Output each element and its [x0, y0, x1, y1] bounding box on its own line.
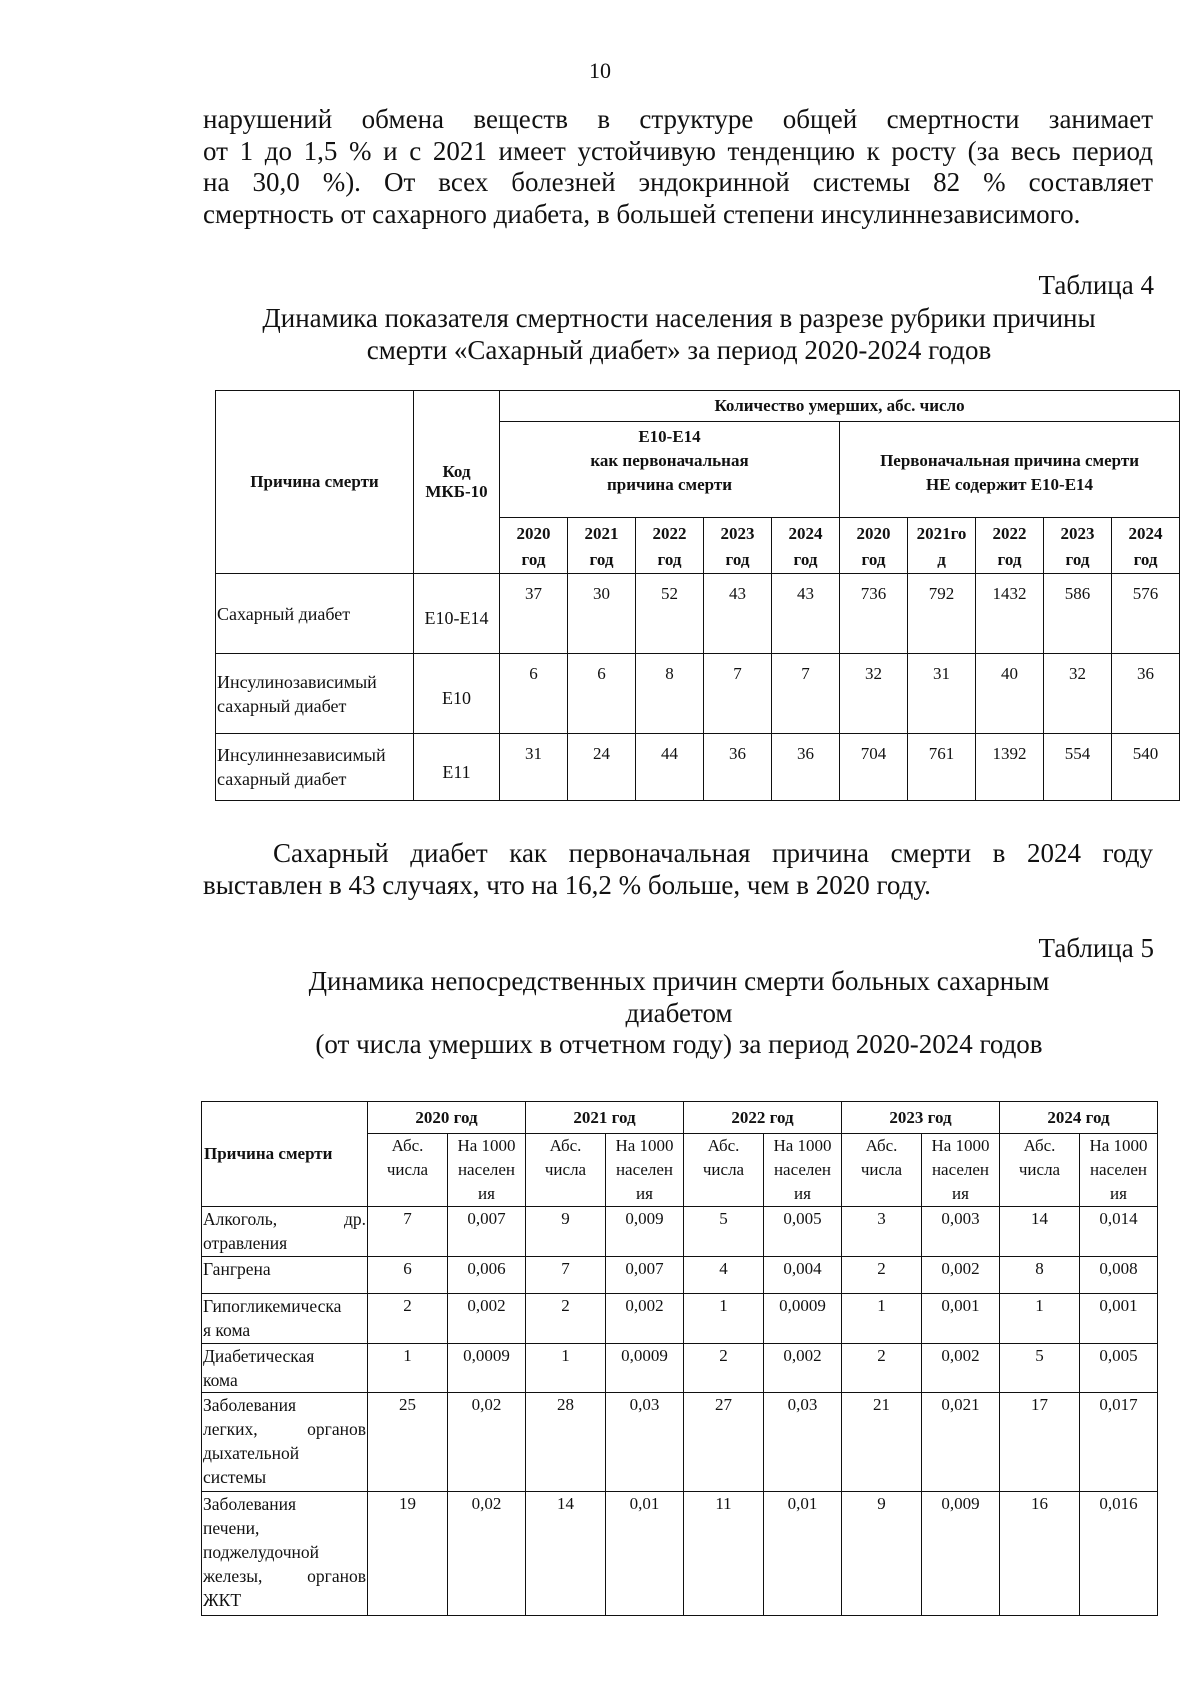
- header-year: 2023 год: [1044, 518, 1112, 574]
- cell-value: 540: [1112, 734, 1180, 801]
- cell-value: 2: [842, 1257, 922, 1294]
- header-cause: Причина смерти: [202, 1102, 368, 1207]
- intro-paragraph: [203, 104, 1153, 230]
- header-abs: Абс. числа: [368, 1134, 448, 1207]
- cell-value: 14: [1000, 1207, 1080, 1257]
- header-per1000: На 1000 населен ия: [922, 1134, 1000, 1207]
- middle-paragraph: [203, 838, 1153, 901]
- header-year: 2023 год: [704, 518, 772, 574]
- table-row: [202, 1257, 1158, 1294]
- cell-value: 11: [684, 1492, 764, 1616]
- cell-value: 0,002: [922, 1257, 1000, 1294]
- row-cause: Сахарный диабет: [216, 574, 414, 654]
- cell-value: 7: [526, 1257, 606, 1294]
- paragraph-line: выставлен в 43 случаях, что на 16,2 % больше, чем в 2020 году.: [203, 869, 931, 900]
- header-year: 2022 год: [636, 518, 704, 574]
- header-group-not-primary: Первоначальная причина смерти НЕ содержит Е10-Е14: [840, 422, 1180, 518]
- cell-value: 6: [368, 1257, 448, 1294]
- cell-value: 0,007: [606, 1257, 684, 1294]
- cell-value: 0,01: [764, 1492, 842, 1616]
- header-abs: Абс. числа: [1000, 1134, 1080, 1207]
- row-cause: Диабетическая кома: [202, 1344, 368, 1393]
- cell-value: 1392: [976, 734, 1044, 801]
- row-code: Е10: [414, 654, 500, 734]
- cell-value: 9: [842, 1492, 922, 1616]
- paragraph-line: Сахарный диабет как первоначальная причина смерти в 2024 году: [273, 838, 1153, 868]
- cell-value: 0,0009: [448, 1344, 526, 1393]
- cell-value: 0,002: [922, 1344, 1000, 1393]
- title-line: (от числа умерших в отчетном году) за период 2020-2024 годов: [315, 1029, 1043, 1059]
- cell-value: 761: [908, 734, 976, 801]
- page-number: 10: [589, 58, 611, 83]
- table5-caption: Таблица 5: [1038, 933, 1154, 963]
- cell-value: 0,002: [606, 1294, 684, 1344]
- row-cause: Инсулинозависимый сахарный диабет: [216, 654, 414, 734]
- cell-value: 24: [568, 734, 636, 801]
- cell-value: 0,007: [448, 1207, 526, 1257]
- cell-value: 792: [908, 574, 976, 654]
- cell-value: 1: [526, 1344, 606, 1393]
- cell-value: 43: [772, 574, 840, 654]
- header-abs: Абс. числа: [526, 1134, 606, 1207]
- header-cause: Причина смерти: [216, 391, 414, 574]
- header-abs: Абс. числа: [842, 1134, 922, 1207]
- cell-value: 0,021: [922, 1393, 1000, 1492]
- cell-value: 32: [840, 654, 908, 734]
- paragraph-line: смертность от сахарного диабета, в большей степени инсулиннезависимого.: [203, 198, 1081, 229]
- cell-value: 19: [368, 1492, 448, 1616]
- table-row: [202, 1207, 1158, 1257]
- row-code: Е11: [414, 734, 500, 801]
- cell-value: 1: [842, 1294, 922, 1344]
- cell-value: 5: [1000, 1344, 1080, 1393]
- cell-value: 0,02: [448, 1393, 526, 1492]
- table4: [215, 390, 1180, 801]
- cell-value: 32: [1044, 654, 1112, 734]
- cell-value: 0,002: [764, 1344, 842, 1393]
- table4-caption: Таблица 4: [1038, 270, 1154, 300]
- cell-value: 6: [568, 654, 636, 734]
- row-cause: Алкоголь, др. отравления: [202, 1207, 368, 1257]
- row-cause: Гипогликемическа я кома: [202, 1294, 368, 1344]
- cell-value: 2: [684, 1344, 764, 1393]
- cell-value: 0,001: [1080, 1294, 1158, 1344]
- cell-value: 8: [1000, 1257, 1080, 1294]
- header-per1000: На 1000 населен ия: [606, 1134, 684, 1207]
- paragraph-line: на 30,0 %). От всех болезней эндокринной системы 82 % составляет: [203, 167, 1153, 197]
- header-year: 2020 год: [840, 518, 908, 574]
- cell-value: 0,002: [448, 1294, 526, 1344]
- cell-value: 0,0009: [606, 1344, 684, 1393]
- header-year: 2021 год: [526, 1102, 684, 1134]
- cell-value: 0,005: [1080, 1344, 1158, 1393]
- cell-value: 0,006: [448, 1257, 526, 1294]
- cell-value: 0,017: [1080, 1393, 1158, 1492]
- cell-value: 5: [684, 1207, 764, 1257]
- header-code: Код МКБ-10: [414, 391, 500, 574]
- cell-value: 0,004: [764, 1257, 842, 1294]
- cell-value: 1432: [976, 574, 1044, 654]
- row-cause: Заболевания легких, органов дыхательной системы: [202, 1393, 368, 1492]
- table-row: [216, 734, 1180, 801]
- cell-value: 14: [526, 1492, 606, 1616]
- header-group-primary: Е10-Е14 как первоначальная причина смерти: [500, 422, 840, 518]
- header-per1000: На 1000 населен ия: [764, 1134, 842, 1207]
- cell-value: 1: [684, 1294, 764, 1344]
- cell-value: 6: [500, 654, 568, 734]
- cell-value: 0,014: [1080, 1207, 1158, 1257]
- paragraph-line: нарушений обмена веществ в структуре общей смертности занимает: [203, 104, 1153, 134]
- header-deaths: Количество умерших, абс. число: [500, 391, 1180, 422]
- header-year: 2024 год: [772, 518, 840, 574]
- cell-value: 0,03: [764, 1393, 842, 1492]
- header-year: 2022 год: [976, 518, 1044, 574]
- table4-title: [200, 303, 1158, 366]
- cell-value: 1: [1000, 1294, 1080, 1344]
- cell-value: 1: [368, 1344, 448, 1393]
- cell-value: 0,01: [606, 1492, 684, 1616]
- cell-value: 9: [526, 1207, 606, 1257]
- title-line: смерти «Сахарный диабет» за период 2020-2024 годов: [366, 334, 992, 365]
- cell-value: 36: [1112, 654, 1180, 734]
- header-abs: Абс. числа: [684, 1134, 764, 1207]
- cell-value: 4: [684, 1257, 764, 1294]
- cell-value: 27: [684, 1393, 764, 1492]
- table-row: [216, 654, 1180, 734]
- cell-value: 43: [704, 574, 772, 654]
- cell-value: 2: [842, 1344, 922, 1393]
- cell-value: 28: [526, 1393, 606, 1492]
- paragraph-line: от 1 до 1,5 % и с 2021 имеет устойчивую тенденцию к росту (за весь период: [203, 135, 1153, 166]
- cell-value: 0,03: [606, 1393, 684, 1492]
- header-year: 2020 год: [500, 518, 568, 574]
- cell-value: 0,009: [606, 1207, 684, 1257]
- cell-value: 736: [840, 574, 908, 654]
- cell-value: 576: [1112, 574, 1180, 654]
- cell-value: 7: [772, 654, 840, 734]
- table5-title: [200, 966, 1158, 1061]
- cell-value: 17: [1000, 1393, 1080, 1492]
- row-cause: Инсулиннезависимый сахарный диабет: [216, 734, 414, 801]
- cell-value: 31: [908, 654, 976, 734]
- cell-value: 0,02: [448, 1492, 526, 1616]
- row-cause: Гангрена: [202, 1257, 368, 1294]
- header-year: 2020 год: [368, 1102, 526, 1134]
- cell-value: 30: [568, 574, 636, 654]
- table-row: [202, 1294, 1158, 1344]
- cell-value: 0,009: [922, 1492, 1000, 1616]
- header-per1000: На 1000 населен ия: [1080, 1134, 1158, 1207]
- cell-value: 8: [636, 654, 704, 734]
- title-line: Динамика показателя смертности населения в разрезе рубрики причины: [262, 303, 1096, 333]
- table-row: [202, 1393, 1158, 1492]
- row-code: Е10-Е14: [414, 574, 500, 654]
- table-row: [202, 1492, 1158, 1616]
- header-year: 2023 год: [842, 1102, 1000, 1134]
- header-per1000: На 1000 населен ия: [448, 1134, 526, 1207]
- header-year: 2024 год: [1000, 1102, 1158, 1134]
- cell-value: 7: [704, 654, 772, 734]
- cell-value: 0,0009: [764, 1294, 842, 1344]
- cell-value: 25: [368, 1393, 448, 1492]
- cell-value: 2: [368, 1294, 448, 1344]
- cell-value: 0,001: [922, 1294, 1000, 1344]
- row-cause: Заболевания печени, поджелудочной железы, органов ЖКТ: [202, 1492, 368, 1616]
- cell-value: 44: [636, 734, 704, 801]
- cell-value: 0,016: [1080, 1492, 1158, 1616]
- cell-value: 37: [500, 574, 568, 654]
- cell-value: 40: [976, 654, 1044, 734]
- header-year: 2024 год: [1112, 518, 1180, 574]
- cell-value: 0,005: [764, 1207, 842, 1257]
- cell-value: 52: [636, 574, 704, 654]
- header-year: 2021 год: [568, 518, 636, 574]
- cell-value: 7: [368, 1207, 448, 1257]
- header-year: 2021го д: [908, 518, 976, 574]
- table5: [201, 1101, 1158, 1616]
- cell-value: 586: [1044, 574, 1112, 654]
- header-year: 2022 год: [684, 1102, 842, 1134]
- cell-value: 31: [500, 734, 568, 801]
- cell-value: 554: [1044, 734, 1112, 801]
- cell-value: 36: [704, 734, 772, 801]
- cell-value: 21: [842, 1393, 922, 1492]
- table-row: [202, 1344, 1158, 1393]
- cell-value: 2: [526, 1294, 606, 1344]
- cell-value: 0,003: [922, 1207, 1000, 1257]
- cell-value: 704: [840, 734, 908, 801]
- cell-value: 0,008: [1080, 1257, 1158, 1294]
- cell-value: 16: [1000, 1492, 1080, 1616]
- cell-value: 36: [772, 734, 840, 801]
- title-line: Динамика непосредственных причин смерти больных сахарным: [308, 966, 1050, 996]
- title-line: диабетом: [625, 997, 733, 1028]
- cell-value: 3: [842, 1207, 922, 1257]
- table-row: [216, 574, 1180, 654]
